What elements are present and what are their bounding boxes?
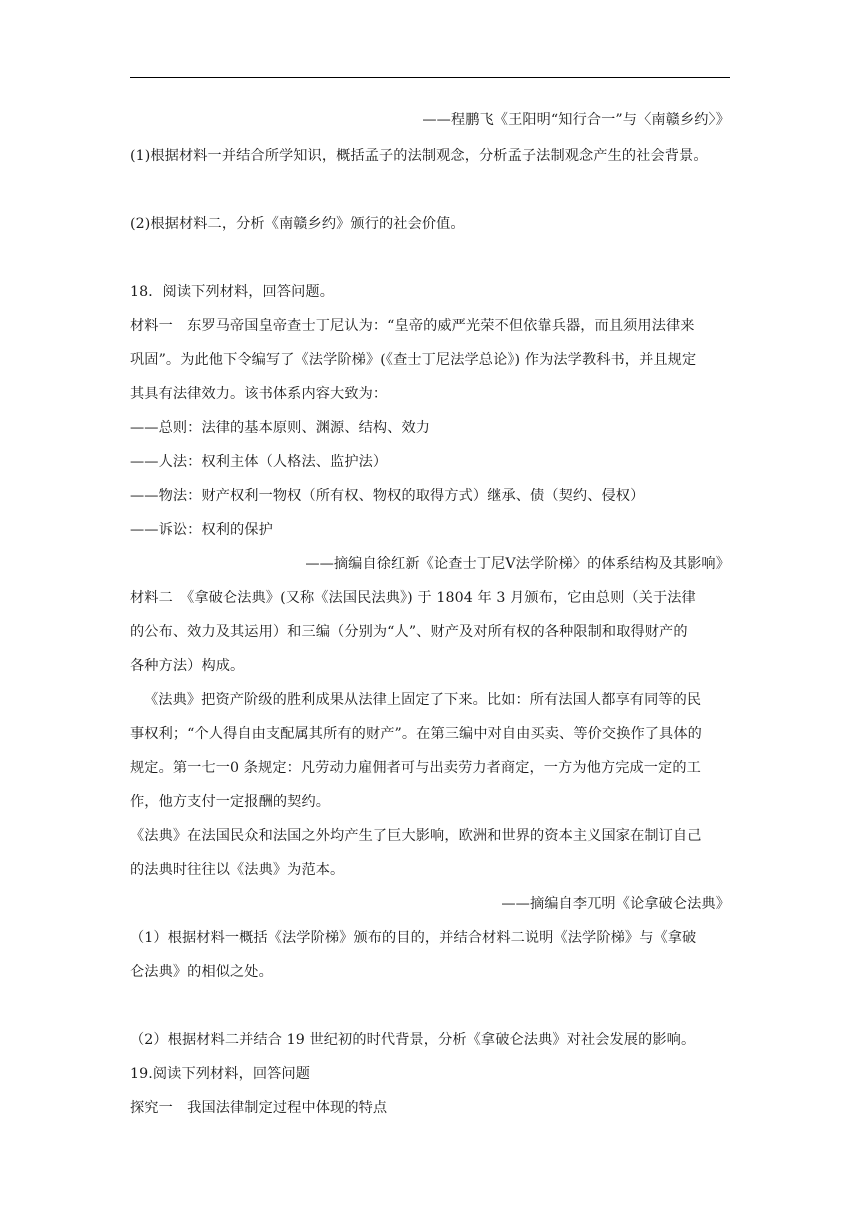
material-line: 材料二 《拿破仑法典》(又称《法国民法典》) 于 1804 年 3 月颁布，它由总则（关于法律 bbox=[130, 590, 696, 606]
material-line: 各种方法）构成。 bbox=[130, 658, 245, 674]
material-line: 的法典时往往以《法典》为范本。 bbox=[130, 862, 345, 878]
material-line: 其具有法律效力。该书体系内容大致为： bbox=[130, 386, 388, 402]
section-heading: 探究一 我国法律制定过程中体现的特点 bbox=[130, 1100, 388, 1116]
question-heading: 19.阅读下列材料，回答问题 bbox=[130, 1066, 311, 1082]
material-line: 作，他方支付一定报酬的契约。 bbox=[130, 794, 331, 810]
material-line: ——物法：财产权利一物权（所有权、物权的取得方式）继承、债（契约、侵权） bbox=[130, 488, 645, 504]
material-line: 《法典》把资产阶级的胜利成果从法律上固定了下来。比如：所有法国人都享有同等的民 bbox=[144, 692, 702, 708]
material-line: 事权利；“个人得自由支配属其所有的财产”。在第三编中对自由买卖、等价交换作了具体的 bbox=[130, 726, 702, 742]
question-heading: 18．阅读下列材料，回答问题。 bbox=[130, 284, 334, 300]
question-line: （1）根据材料一概括《法学阶梯》颁布的目的，并结合材料二说明《法学阶梯》与《拿破 bbox=[130, 930, 697, 946]
material-line: ——总则：法律的基本原则、渊源、结构、效力 bbox=[130, 420, 431, 436]
material-line: 规定。第一七一0 条规定：凡劳动力雇佣者可与出卖劳力者商定，一方为他方完成一定的工 bbox=[130, 760, 701, 776]
question-line: （2）根据材料二并结合 19 世纪初的时代背景，分析《拿破仑法典》对社会发展的影响。 bbox=[130, 1032, 696, 1048]
citation-line: ——摘编自李兀明《论拿破仑法典》 bbox=[501, 896, 730, 912]
material-line: 材料一 东罗马帝国皇帝查士丁尼认为：“皇帝的威严光荣不但依靠兵器，而且须用法律来 bbox=[130, 318, 695, 334]
question-line: (1)根据材料一并结合所学知识，概括孟子的法制观念，分析孟子法制观念产生的社会背景。 bbox=[130, 148, 708, 164]
material-line: ——人法：权利主体（人格法、监护法） bbox=[130, 454, 388, 470]
material-line: 《法典》在法国民众和法国之外均产生了巨大影响，欧洲和世界的资本主义国家在制订自己 bbox=[130, 828, 702, 844]
header-rule bbox=[130, 77, 730, 78]
material-line: ——诉讼：权利的保护 bbox=[130, 522, 273, 538]
material-line: 的公布、效力及其运用）和三编（分别为“人”、财产及对所有权的各种限制和取得财产的 bbox=[130, 624, 688, 640]
material-line: 巩固”。为此他下令编写了《法学阶梯》(《查士丁尼法学总论》) 作为法学教科书，并且规定 bbox=[130, 352, 697, 368]
citation-line: ——摘编自徐红新《论查士丁尼Ⅴ法学阶梯〉的体系结构及其影响》 bbox=[305, 556, 730, 572]
question-line: 仑法典》的相似之处。 bbox=[130, 964, 273, 980]
question-line: (2)根据材料二，分析《南赣乡约》颁行的社会价值。 bbox=[130, 216, 465, 232]
citation-line: ——程鹏飞《王阳明“知行合一”与〈南赣乡约〉》 bbox=[422, 112, 730, 128]
